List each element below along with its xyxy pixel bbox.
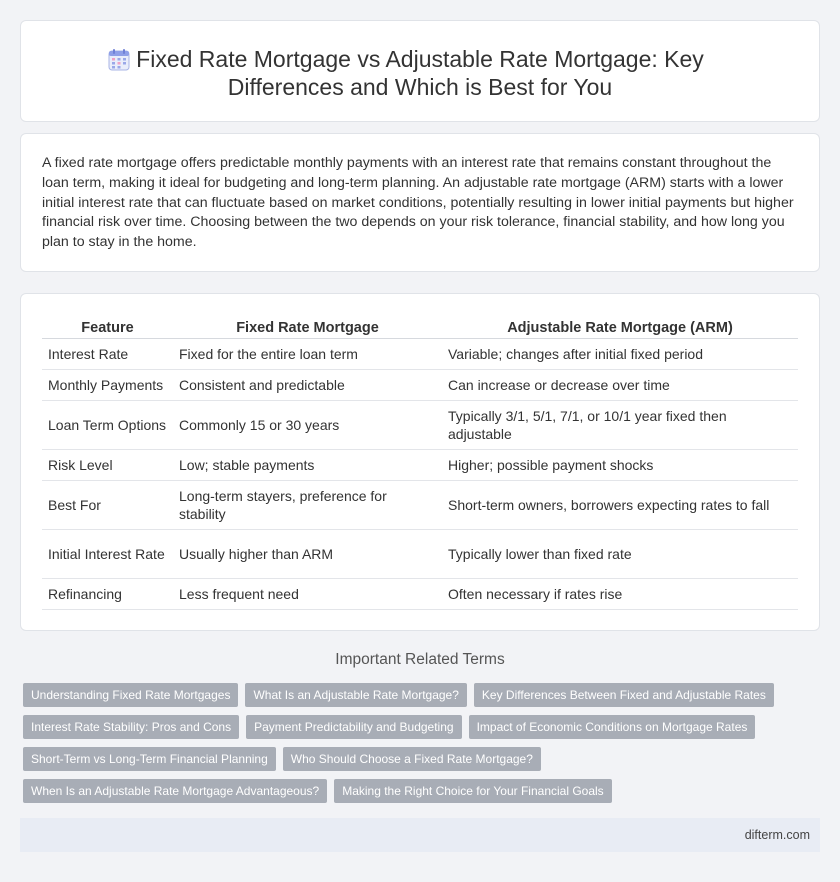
feature-cell: Risk Level [42, 449, 173, 480]
table-row [42, 449, 798, 480]
feature-cell: Best For [42, 480, 173, 529]
related-term-tag[interactable]: Key Differences Between Fixed and Adjustable Rates [474, 683, 774, 707]
page-title-line-1: Fixed Rate Mortgage vs Adjustable Rate Mortgage: Key [136, 46, 704, 72]
arm-cell: Can increase or decrease over time [442, 369, 798, 400]
table-row [42, 480, 798, 529]
comparison-card [20, 293, 820, 631]
related-term-tag[interactable]: Short-Term vs Long-Term Financial Planning [23, 747, 276, 771]
feature-cell: Loan Term Options [42, 400, 173, 449]
feature-cell: Initial Interest Rate [42, 529, 173, 578]
page-title [21, 45, 819, 101]
table-header-row [42, 316, 798, 338]
arm-cell: Short-term owners, borrowers expecting rates to fall [442, 480, 798, 529]
arm-cell: Higher; possible payment shocks [442, 449, 798, 480]
related-term-tag[interactable]: Payment Predictability and Budgeting [246, 715, 461, 739]
table-row [42, 338, 798, 369]
page-title-line-2: Differences and Which is Best for You [227, 74, 613, 100]
feature-cell: Monthly Payments [42, 369, 173, 400]
header-fixed-rate: Fixed Rate Mortgage [173, 316, 442, 338]
comparison-table [42, 316, 798, 610]
related-terms-title: Important Related Terms [335, 651, 505, 668]
header-feature: Feature [42, 316, 173, 338]
fixed-cell: Fixed for the entire loan term [173, 338, 442, 369]
footer [20, 818, 820, 852]
intro-paragraph: A fixed rate mortgage offers predictable monthly payments with an interest rate that remains constant throughout the loan term, making it ideal for budgeting and long-term planning. An adjustable rate mortgage (ARM) starts with a lower initial interest rate that can fluctuate based on market conditions, potentially resulting in lower initial payments but higher financial risk over time. Choosing between the two depends on your risk tolerance, financial stability, and how long you plan to stay in the home. [42, 155, 794, 251]
table-row [42, 369, 798, 400]
table-row [42, 529, 798, 578]
arm-cell: Typically 3/1, 5/1, 7/1, or 10/1 year fixed then adjustable [442, 400, 798, 449]
title-card [20, 20, 820, 122]
fixed-cell: Long-term stayers, preference for stability [173, 480, 442, 529]
table-row [42, 400, 798, 449]
related-terms-list [23, 683, 823, 811]
intro-card [20, 133, 820, 272]
arm-cell: Typically lower than fixed rate [442, 529, 798, 578]
related-term-tag[interactable]: Understanding Fixed Rate Mortgages [23, 683, 238, 707]
related-term-tag[interactable]: Impact of Economic Conditions on Mortgage Rates [469, 715, 756, 739]
fixed-cell: Commonly 15 or 30 years [173, 400, 442, 449]
fixed-cell: Less frequent need [173, 578, 442, 609]
footer-site-link[interactable]: difterm.com [744, 828, 810, 842]
related-term-tag[interactable]: Interest Rate Stability: Pros and Cons [23, 715, 239, 739]
arm-cell: Often necessary if rates rise [442, 578, 798, 609]
related-term-tag[interactable]: Making the Right Choice for Your Financial Goals [334, 779, 611, 803]
table-row [42, 578, 798, 609]
fixed-cell: Consistent and predictable [173, 369, 442, 400]
related-term-tag[interactable]: When Is an Adjustable Rate Mortgage Advantageous? [23, 779, 327, 803]
arm-cell: Variable; changes after initial fixed period [442, 338, 798, 369]
feature-cell: Refinancing [42, 578, 173, 609]
fixed-cell: Low; stable payments [173, 449, 442, 480]
related-term-tag[interactable]: What Is an Adjustable Rate Mortgage? [245, 683, 466, 707]
feature-cell: Interest Rate [42, 338, 173, 369]
related-term-tag[interactable]: Who Should Choose a Fixed Rate Mortgage? [283, 747, 541, 771]
header-arm: Adjustable Rate Mortgage (ARM) [442, 316, 798, 338]
fixed-cell: Usually higher than ARM [173, 529, 442, 578]
